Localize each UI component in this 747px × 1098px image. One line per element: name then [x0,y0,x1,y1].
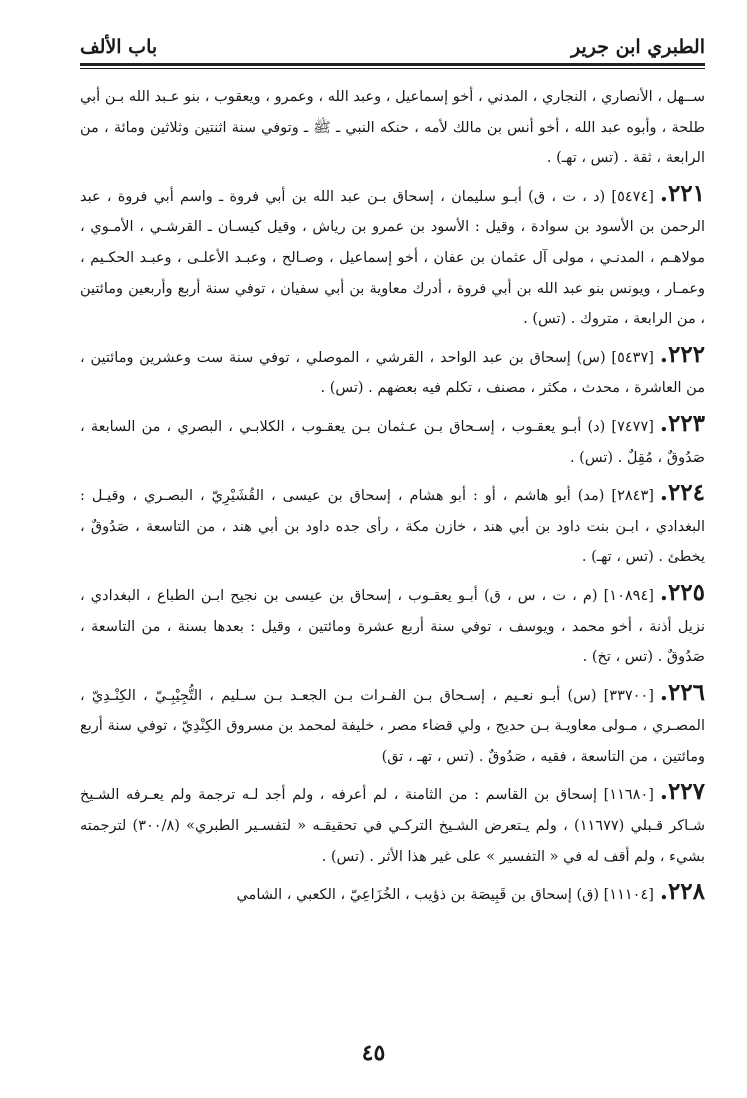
entry-222 [80,340,705,404]
running-header [80,30,705,64]
entry-text: [٥٤٣٧] (س) إسحاق بن عبد الواحد ، القرشي ، الموصلي ، توفي سنة ست وعشرين ومائتين ، من العاشرة ، محدث ، مكثر ، مصنف ، تكلم فيه بعضهم . (تس) . [80,349,705,397]
entry-227 [80,777,705,872]
entry-228 [80,877,705,911]
entry-text: [٧٤٧٧] (د) أبـو يعقـوب ، إسـحاق بـن عـثمان بـن يعقـوب ، الكلابـي ، البصري ، من السابعة ، صَدُوقٌ ، مُقِلٌ . (تس) . [80,418,705,466]
header-rule-thick [80,63,705,66]
entry-221 [80,179,705,335]
entry-text: [٣٣٧٠٠] (س) أبـو نعـيم ، إسـحاق بـن الفـرات بـن الجعـد بـن سـليم ، التُّجِيْبِـيّ ، الكِنْـدِيّ ، المصـري ، مـولى معاويـة بـن حديج ، ولي قضاء مصر ، خليفة لمحمد بن مسروق الكِنْدِيّ ، توفي سنة أربع ومائتين ، من التاسعة ، فقيه ، صَدُوقٌ . (تس ، تهـ ، تق) [80,687,705,765]
entry-number: ٢٢١. [659,179,705,207]
entry-223 [80,409,705,473]
entry-number: ٢٢٨. [659,878,705,906]
entry-224 [80,478,705,573]
page-number: ٤٥ [361,1040,386,1066]
entry-number: ٢٢٤. [659,479,705,507]
entry-number: ٢٢٢. [659,340,705,368]
entry-number: ٢٢٧. [659,778,705,806]
entry-text: [٥٤٧٤] (د ، ت ، ق) أبـو سليمان ، إسحاق بـن عبد الله بن أبي فروة ـ واسم أبي فروة ، عبد الرحمن بن الأسود بن سوادة ، وقيل : الأسود بن عمرو بن رياش ، وقيل كيسـان ـ القرشـي ، الأمـوي ، مولاهـم ، المدنـي ، مولى آل عثمان بن عفان ، أخو إسماعيل ، وصـالح ، وعبـد الأعلـى ، وعبـد الحكـيم ، وعمـار ، ويونس بنو عبد الله بن أبي فروة ، أدرك معاوية بن أبي سفيان ، توفي سنة أربع وأربعين ومائتين ، من الرابعة ، متروك . (تس) . [80,188,705,328]
intro-paragraph: ســهل ، الأنصاري ، النجاري ، المدني ، أخو إسماعيل ، وعبد الله ، وعمرو ، ويعقوب ، بنو عـبد الله بـن أبي طلحة ، وأبوه عبد الله ، أخو أنس بن مالك لأمه ، حنكه النبي ـ ﷺ ـ وتوفي سنة اثنتين وثلاثين ومائة ، من الرابعة ، ثقة . (تس ، تهـ) . [80,89,705,167]
header-rule-thin [80,68,705,69]
entry-number: ٢٢٣. [659,409,705,437]
entry-text: [٢٨٤٣] (مد) أبو هاشم ، أو : أبو هشام ، إسحاق بن عيسى ، القُشَيْرِيّ ، البصـري ، وقيـل : البغدادي ، ابـن بنت داود بن أبي هند ، خازن مكة ، رأى جده داود بن أبي هند ، من التاسعة ، صَدُوقٌ ، يخطئ . (تس ، تهـ) . [80,488,705,566]
entry-225 [80,578,705,673]
entry-number: ٢٢٦. [659,678,705,706]
entry-number: ٢٢٥. [659,578,705,606]
entry-text: [١١٦٨٠] إسحاق بن القاسم : من الثامنة ، لم أعرفه ، ولم أجد لـه ترجمة ولم يعـرفه الشـيخ شـاكر قـبلي (١١٦٧٧) ، ولم يـتعرض الشـيخ التركـي في تحقيقـه « لتفسـير الطبري» (٣٠٠/٨) لترجمته بشيء ، ولم أقف له في « التفسير » على غير هذا الأثر . (تس) . [80,787,705,865]
body-text [80,82,705,916]
entry-text: [١٠٨٩٤] (م ، ت ، س ، ق) أبـو يعقـوب ، إسحاق بن عيسى بن نجيح ابـن الطباع ، البغدادي ، نزيل أذنة ، أخو محمد ، ويوسف ، توفي سنة أربع عشرة ومائتين ، وقيل : بعدها بسنة ، من التاسعة ، صَدُوقٌ . (تس ، تخ) . [80,587,705,666]
entry-text: [١١١٠٤] (ق) إسحاق بن قَبِيصَة بن ذؤيب ، الخُزَاعِيّ ، الكعبي ، الشامي [236,887,654,904]
book-title: الطبري ابن جرير [570,36,705,58]
entry-226 [80,678,705,773]
chapter-title: باب الألف [80,36,158,58]
